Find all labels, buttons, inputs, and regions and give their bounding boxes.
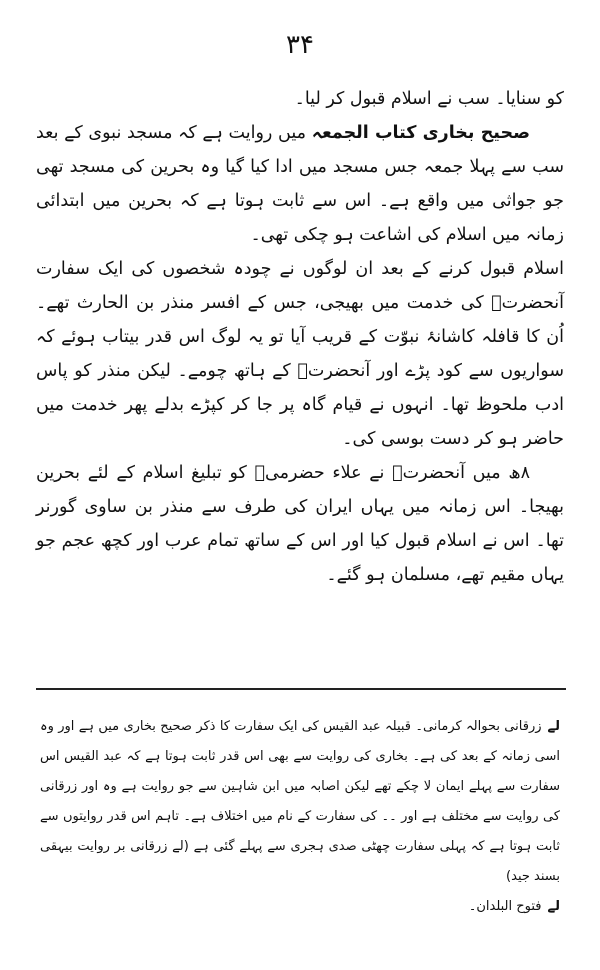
main-text [36,82,564,592]
paragraph-2 [36,116,564,252]
footnote-text: فتوح البلدان۔ [468,899,542,914]
footnote-2 [40,892,560,922]
footnote-divider [36,688,566,690]
paragraph-3: اسلام قبول کرنے کے بعد ان لوگوں نے چودہ شخصوں کی ایک سفارت آنحضرتؐ کی خدمت میں بھیجی، جس کے افسر منذر بن الحارث تھے۔ اُن کا قافلہ کاشانۂ نبوّت کے قریب آیا تو یہ لوگ اس قدر بیتاب ہوئے کہ سواریوں سے کود پڑے اور آنحضرتؐ کے ہاتھ چومے۔ لیکن منذر کو پاس ادب ملحوظ تھا۔ انہوں نے قیام گاہ پر جا کر کپڑے بدلے پھر خدمت میں حاضر ہو کر دست بوسی کی۔ [36,259,564,449]
paragraph-4: ۸ھ میں آنحضرتؐ نے علاء حضرمیؓ کو تبلیغ اسلام کے لئے بحرین بھیجا۔ اس زمانہ میں یہاں ایران کی طرف سے منذر بن ساوی گورنر تھا۔ اس نے اسلام قبول کیا اور اس کے ساتھ تمام عرب اور کچھ عجم جو یہاں مقیم تھے، مسلمان ہو گئے۔ [36,463,564,585]
footnote-marker: لے [547,899,560,914]
footnote-marker: لے [547,719,560,734]
source-reference: صحیح بخاری کتاب الجمعہ [311,123,530,143]
paragraph-1: کو سنایا۔ سب نے اسلام قبول کر لیا۔ [294,89,564,109]
footnote-1 [40,712,560,892]
paragraph-2-text: میں روایت ہے کہ مسجد نبوی کے بعد سب سے پہلا جمعہ جس مسجد میں ادا کیا گیا وہ بحرین کی مسجد تھی جو جواثی میں واقع ہے۔ اس سے ثابت ہوتا ہے کہ بحرین میں ابتدائی زمانہ میں اسلام کی اشاعت ہو چکی تھی۔ [36,123,564,245]
footnote-text: زرقانی بحوالہ کرمانی۔ قبیلہ عبد القیس کی ایک سفارت کا ذکر صحیح بخاری میں ہے اور وہ اسی زمانہ کے بعد کی ہے۔ بخاری کی روایت سے بھی اس قدر ثابت ہوتا ہے کہ عبد القیس اس سفارت سے پہلے ایمان لا چکے تھے لیکن اصابہ میں ابن شاہین سے جو روایت ہے وہ اور زرقانی کی روایت سے مختلف ہے اور ۔۔ کی سفارت کے نام میں اختلاف ہے۔ تاہم اس قدر روایتوں سے ثابت ہوتا ہے کہ پہلی سفارت چھٹی صدی ہجری سے پہلے گئی ہے (لے زرقانی بر روایت بیہقی بسند جید) [40,719,560,884]
page-number: ۳۴ [286,30,314,60]
footnotes [40,712,560,922]
